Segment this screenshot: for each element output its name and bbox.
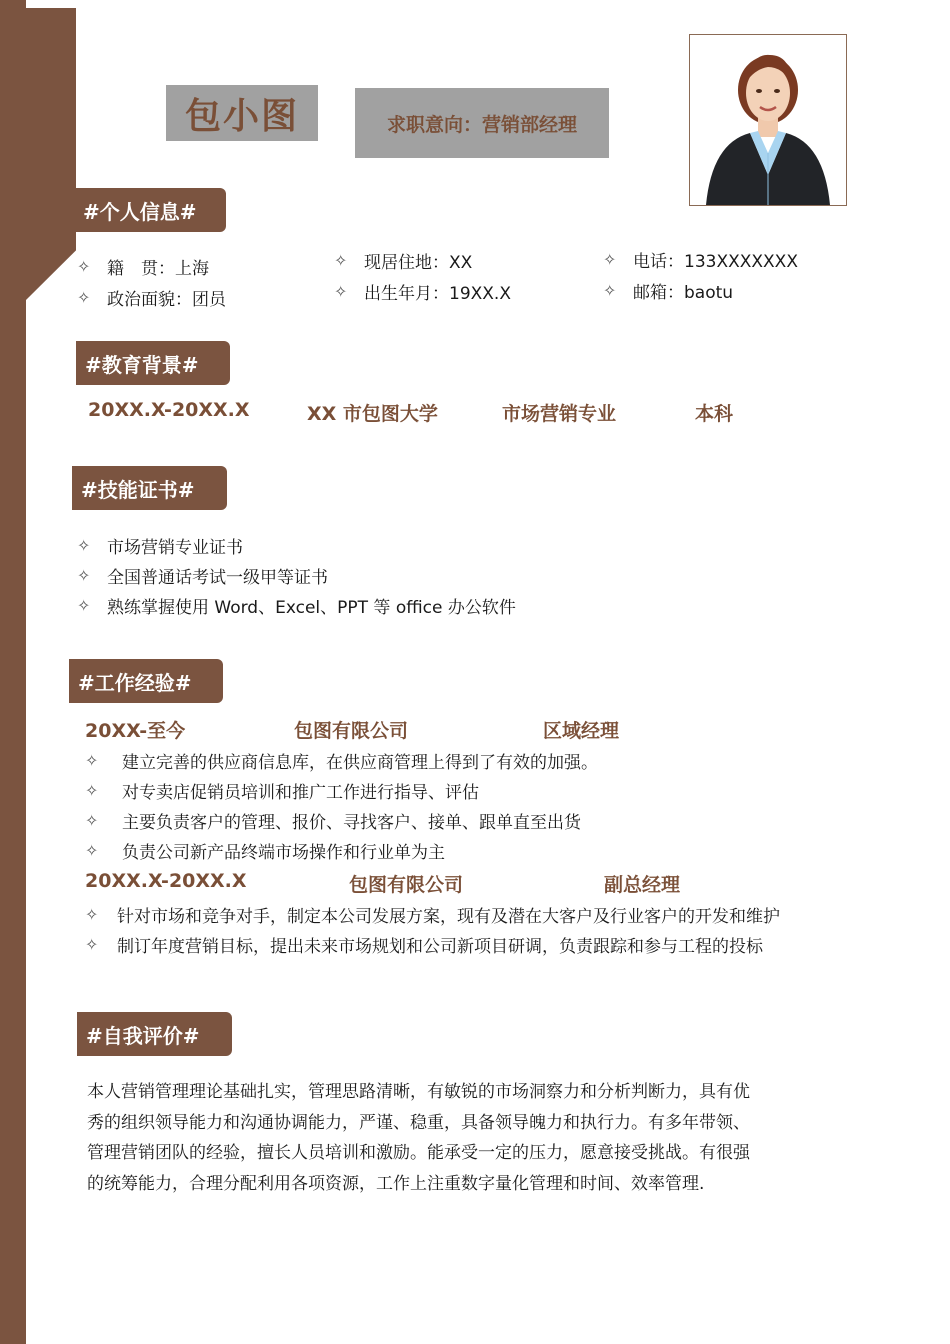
birth-text: 出生年月：19XX.X — [364, 284, 511, 304]
star-bullet-icon: ✧ — [334, 251, 348, 270]
section-skills: #技能证书# — [72, 466, 227, 510]
job-duty-item — [85, 748, 598, 773]
job-duty-text: 对专卖店促销员培训和推广工作进行指导、评估 — [122, 783, 479, 803]
job-intent: 求职意向：营销部经理 — [355, 88, 609, 158]
personal-phone — [603, 247, 798, 272]
education-school: XX 市包图大学 — [307, 403, 438, 425]
self-eval-line: 本人营销管理理论基础扎实，管理思路清晰，有敏锐的市场洞察力和分析判断力，具有优 — [87, 1082, 750, 1102]
candidate-name: 包小图 — [166, 85, 318, 141]
star-bullet-icon: ✧ — [334, 282, 348, 301]
skill-text: 熟练掌握使用 Word、Excel、PPT 等 office 办公软件 — [107, 598, 516, 618]
job-duty-text: 制订年度营销目标，提出未来市场规划和公司新项目研调，负责跟踪和参与工程的投标 — [117, 937, 763, 957]
star-bullet-icon: ✧ — [85, 811, 99, 830]
personal-political — [77, 285, 226, 310]
left-decorative-bar — [0, 0, 26, 1344]
job-duty-item — [85, 808, 581, 833]
star-bullet-icon: ✧ — [603, 281, 617, 300]
job-title: 区域经理 — [543, 720, 620, 742]
star-bullet-icon: ✧ — [85, 781, 99, 800]
skill-text: 市场营销专业证书 — [107, 538, 243, 558]
education-period: 20XX.X-20XX.X — [88, 399, 250, 421]
personal-email — [603, 278, 733, 303]
hometown-text: 籍 贯：上海 — [107, 259, 209, 279]
job-duty-text: 建立完善的供应商信息库，在供应商管理上得到了有效的加强。 — [122, 753, 598, 773]
skill-item — [77, 563, 328, 588]
self-eval-line: 秀的组织领导能力和沟通协调能力，严谨、稳重，具备领导魄力和执行力。有多年带领、 — [87, 1112, 750, 1133]
education-degree: 本科 — [695, 403, 734, 425]
profile-photo — [689, 34, 847, 206]
star-bullet-icon: ✧ — [77, 257, 91, 276]
political-text: 政治面貌：团员 — [107, 290, 226, 310]
star-bullet-icon: ✧ — [85, 905, 99, 924]
section-education: #教育背景# — [76, 341, 230, 385]
star-bullet-icon: ✧ — [85, 935, 99, 954]
education-major: 市场营销专业 — [502, 403, 617, 425]
personal-hometown — [77, 254, 209, 279]
skill-text: 全国普通话考试一级甲等证书 — [107, 568, 328, 588]
star-bullet-icon: ✧ — [77, 566, 91, 585]
job-duty-item — [85, 778, 479, 803]
self-eval-paragraph — [87, 1077, 857, 1199]
left-decorative-tab — [26, 8, 76, 300]
star-bullet-icon: ✧ — [85, 751, 99, 770]
job-duty-item — [85, 838, 445, 863]
residence-text: 现居住地：XX — [364, 253, 473, 273]
star-bullet-icon: ✧ — [85, 841, 99, 860]
star-bullet-icon: ✧ — [603, 250, 617, 269]
job-period: 20XX-至今 — [85, 720, 186, 742]
job-period: 20XX.X-20XX.X — [85, 870, 247, 892]
star-bullet-icon: ✧ — [77, 536, 91, 555]
job-company: 包图有限公司 — [349, 874, 464, 896]
self-eval-line: 管理营销团队的经验，擅长人员培训和激励。能承受一定的压力，愿意接受挑战。有很强 — [87, 1143, 750, 1163]
skill-item — [77, 533, 243, 558]
section-work: #工作经验# — [69, 659, 223, 703]
job-company: 包图有限公司 — [294, 720, 409, 742]
self-eval-line: 的统筹能力，合理分配利用各项资源，工作上注重数字量化管理和时间、效率管理. — [87, 1173, 705, 1194]
section-personal-info: #个人信息# — [74, 188, 226, 232]
star-bullet-icon: ✧ — [77, 596, 91, 615]
job-duty-text: 负责公司新产品终端市场操作和行业单为主 — [122, 843, 445, 863]
job-duty-item — [85, 932, 763, 957]
email-text: 邮箱：baotu — [633, 283, 734, 303]
personal-residence — [334, 248, 472, 273]
personal-birth — [334, 279, 511, 304]
star-bullet-icon: ✧ — [77, 288, 91, 307]
job-title: 副总经理 — [604, 874, 681, 896]
skill-item — [77, 593, 516, 618]
section-self-eval: #自我评价# — [77, 1012, 232, 1056]
job-duty-item — [85, 902, 780, 927]
phone-text: 电话：133XXXXXXX — [633, 252, 798, 272]
job-duty-text: 针对市场和竞争对手，制定本公司发展方案，现有及潜在大客户及行业客户的开发和维护 — [117, 907, 780, 927]
job-duty-text: 主要负责客户的管理、报价、寻找客户、接单、跟单直至出货 — [122, 813, 581, 833]
